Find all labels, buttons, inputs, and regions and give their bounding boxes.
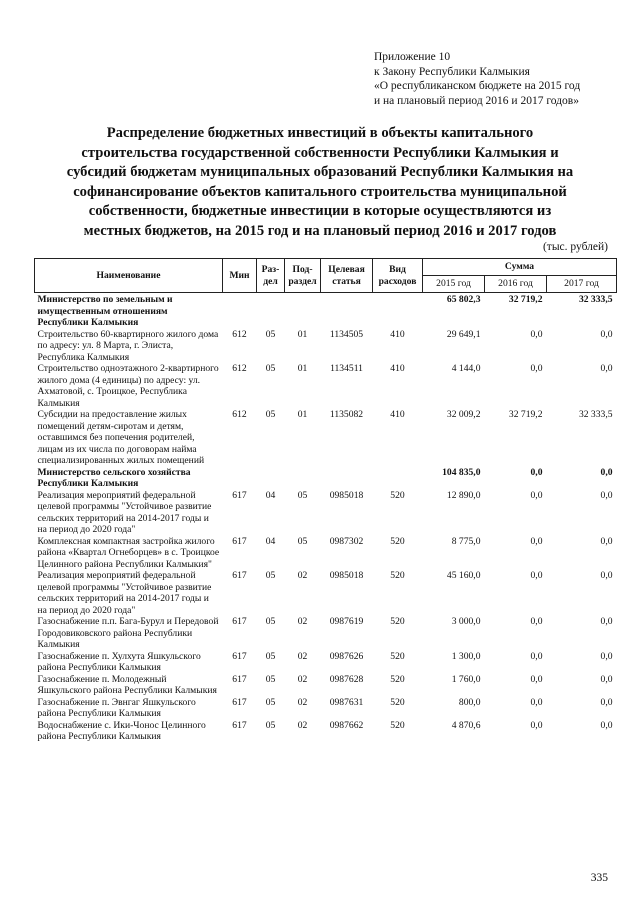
cell-y2017: 0,0	[600, 673, 613, 685]
cell-razdel: 05	[265, 719, 276, 731]
cell-podrazdel	[285, 467, 321, 490]
cell-name: Субсидии на предоставление жилых помещений детям-сиротам и детям, оставшимся без попечения родителей, лицам из их числа по договорам найма специализированных жилых помещений	[37, 409, 205, 466]
cell-y2017: 0,0	[600, 696, 613, 708]
cell-podrazdel: 02	[297, 673, 308, 685]
cell-statya: 1135082	[329, 409, 364, 420]
header-2017: 2017 год	[547, 276, 617, 293]
cell-podrazdel: 05	[297, 489, 308, 501]
cell-name: Водоснабжение с. Ики-Чонос Целинного района Республики Калмыкия	[37, 719, 206, 742]
cell-y2017: 0,0	[600, 363, 613, 374]
cell-y2016: 0,0	[530, 489, 543, 501]
cell-name: Министерство по земельным и имущественным отношениям Республики Калмыкия	[37, 294, 173, 328]
cell-name: Газоснабжение п. Молодежный Яшкульского района Республики Калмыкия	[37, 673, 217, 696]
header-podrazdel: Под-раздел	[285, 259, 321, 293]
cell-vid: 410	[390, 363, 405, 374]
cell-y2017: 32 333,5	[578, 294, 613, 305]
cell-statya: 0987626	[329, 650, 364, 662]
cell-vid: 520	[390, 535, 405, 547]
cell-razdel: 05	[265, 650, 276, 662]
cell-y2015: 104 835,0	[442, 466, 481, 478]
cell-y2015: 3 000,0	[451, 616, 481, 627]
cell-vid: 520	[390, 719, 405, 731]
cell-min: 612	[232, 328, 247, 340]
title-line: софинансирование объектов капитального строительства муниципальной	[73, 183, 567, 200]
cell-y2015: 65 802,3	[446, 294, 481, 305]
cell-y2017: 0,0	[600, 719, 613, 731]
cell-y2016: 0,0	[530, 363, 543, 374]
cell-min: 617	[232, 673, 247, 685]
cell-y2016: 32 719,2	[508, 294, 543, 305]
cell-vid: 520	[390, 673, 405, 685]
appendix-line: Приложение 10	[374, 51, 451, 63]
appendix-note	[374, 50, 634, 108]
table-row	[35, 363, 617, 409]
page-number: 335	[590, 872, 608, 884]
cell-y2015: 1 300,0	[451, 650, 481, 662]
cell-y2017: 0,0	[600, 650, 613, 662]
cell-razdel: 05	[265, 409, 276, 420]
cell-y2016: 0,0	[530, 328, 543, 340]
cell-name: Газоснабжение п. Эвнгаг Яшкульского района Республики Калмыкия	[37, 696, 196, 719]
cell-y2017: 0,0	[600, 535, 613, 547]
cell-name: Реализация мероприятий федеральной целевой программы "Устойчивое развитие сельских территорий на 2014-2017 годы и на период до 2020 года"	[37, 570, 212, 616]
cell-vid: 520	[390, 616, 405, 627]
cell-y2016: 0,0	[530, 673, 543, 685]
cell-min: 617	[232, 650, 247, 662]
cell-podrazdel: 02	[297, 696, 308, 708]
cell-min: 612	[232, 363, 247, 374]
cell-statya: 0987662	[329, 719, 364, 731]
cell-name: Комплексная компактная застройка жилого района «Квартал Огнеборцев» в с. Троицкое Целинного района Республики Калмыкия"	[37, 535, 220, 570]
title-line: строительства государственной собственности Республики Калмыкия и	[81, 144, 559, 161]
table-row	[35, 651, 617, 674]
cell-y2016: 0,0	[530, 650, 543, 662]
table-row	[35, 616, 617, 651]
header-min: Мин	[223, 259, 257, 293]
cell-vid: 520	[390, 570, 405, 581]
cell-vid: 520	[390, 650, 405, 662]
table-group-row	[35, 467, 617, 490]
title-line: Распределение бюджетных инвестиций в объекты капитального	[106, 125, 534, 141]
document-title	[40, 124, 600, 241]
table-row	[35, 674, 617, 697]
cell-vid: 410	[390, 409, 405, 420]
header-2016: 2016 год	[485, 276, 547, 293]
cell-podrazdel: 01	[297, 363, 308, 374]
cell-min	[223, 467, 257, 490]
cell-statya: 0987631	[329, 696, 364, 708]
header-2015: 2015 год	[423, 276, 485, 293]
cell-vid: 520	[390, 489, 405, 501]
appendix-line: к Закону Республики Калмыкия	[374, 65, 530, 78]
cell-podrazdel: 02	[297, 570, 308, 581]
table-group-row	[35, 293, 617, 329]
cell-podrazdel: 01	[297, 328, 308, 340]
title-line: субсидий бюджетам муниципальных образований Республики Калмыкия на	[66, 164, 574, 180]
cell-statya: 0987302	[329, 535, 364, 547]
table-row	[35, 570, 617, 616]
cell-y2017: 0,0	[600, 616, 613, 627]
cell-y2017: 0,0	[600, 570, 613, 581]
cell-razdel: 05	[265, 696, 276, 708]
cell-min: 617	[232, 570, 247, 581]
title-line: собственности, бюджетные инвестиции в которые осуществляются из	[88, 203, 552, 219]
cell-y2016: 0,0	[530, 616, 543, 627]
header-sum: Сумма	[423, 259, 617, 276]
cell-y2015: 45 160,0	[446, 570, 481, 581]
cell-min	[223, 293, 257, 329]
cell-podrazdel: 02	[297, 719, 308, 731]
cell-y2016: 0,0	[530, 696, 543, 708]
cell-y2016: 32 719,2	[508, 409, 543, 420]
cell-podrazdel	[285, 293, 321, 329]
cell-name: Строительство одноэтажного 2-квартирного жилого дома (4 единицы) по адресу: ул. Ахматовой, с. Троицкое, Республика Калмыкия	[37, 363, 219, 409]
cell-statya: 0985018	[329, 489, 364, 501]
cell-y2016: 0,0	[530, 466, 543, 478]
cell-y2015: 29 649,1	[446, 328, 481, 340]
cell-min: 617	[232, 616, 247, 627]
cell-razdel: 04	[265, 535, 276, 547]
cell-razdel: 05	[265, 328, 276, 340]
cell-y2015: 12 890,0	[446, 489, 481, 501]
cell-min: 617	[232, 489, 247, 501]
cell-podrazdel: 05	[297, 535, 308, 547]
cell-razdel: 05	[265, 616, 276, 627]
table-body	[35, 293, 617, 743]
cell-y2017: 0,0	[600, 466, 613, 478]
cell-statya	[321, 467, 373, 490]
cell-statya: 1134511	[330, 363, 363, 374]
cell-y2015: 800,0	[458, 696, 481, 708]
appendix-line: «О республиканском бюджете на 2015 год	[374, 80, 581, 92]
cell-y2017: 32 333,5	[578, 409, 613, 420]
cell-name: Реализация мероприятий федеральной целевой программы "Устойчивое развитие сельских территорий на 2014-2017 годы и на период до 2020 года"	[37, 489, 212, 535]
cell-name: Строительство 60-квартирного жилого дома по адресу: ул. 8 Марта, г. Элиста, Республика Калмыкия	[37, 328, 219, 363]
cell-razdel: 05	[265, 673, 276, 685]
cell-vid: 520	[390, 696, 405, 708]
cell-y2017: 0,0	[600, 328, 613, 340]
cell-vid	[373, 293, 423, 329]
cell-min: 617	[232, 535, 247, 547]
cell-statya	[321, 293, 373, 329]
header-name: Наименование	[35, 259, 223, 293]
cell-y2015: 4 870,6	[451, 719, 481, 731]
cell-razdel: 05	[265, 363, 276, 374]
appendix-line: и на плановый период 2016 и 2017 годов»	[374, 94, 579, 107]
header-vid: Вид расходов	[373, 259, 423, 293]
cell-vid	[373, 467, 423, 490]
cell-razdel: 04	[265, 489, 276, 501]
table-row	[35, 329, 617, 364]
table-row	[35, 536, 617, 571]
cell-podrazdel: 02	[297, 616, 308, 627]
cell-name: Министерство сельского хозяйства Республики Калмыкия	[37, 466, 191, 489]
units-label: (тыс. рублей)	[542, 241, 608, 253]
cell-podrazdel: 01	[297, 409, 308, 420]
header-row	[35, 259, 617, 276]
header-razdel: Раз-дел	[257, 259, 285, 293]
cell-y2016: 0,0	[530, 719, 543, 731]
cell-y2016: 0,0	[530, 535, 543, 547]
cell-podrazdel: 02	[297, 650, 308, 662]
table-row	[35, 720, 617, 743]
cell-name: Газоснабжение п. Хулхута Яшкульского района Республики Калмыкия	[37, 650, 201, 673]
table-row	[35, 490, 617, 536]
cell-y2015: 32 009,2	[446, 409, 481, 420]
title-line: местных бюджетов, на 2015 год и на плановый период 2016 и 2017 годов	[83, 222, 557, 239]
cell-y2017: 0,0	[600, 489, 613, 501]
cell-min: 617	[232, 696, 247, 708]
table-row	[35, 697, 617, 720]
cell-razdel	[257, 467, 285, 490]
cell-min: 612	[232, 409, 247, 420]
table-row	[35, 409, 617, 467]
cell-y2015: 4 144,0	[451, 363, 481, 374]
cell-razdel: 05	[265, 570, 276, 581]
cell-statya: 0985018	[329, 570, 364, 581]
cell-statya: 0987619	[329, 616, 364, 627]
cell-y2015: 1 760,0	[451, 673, 481, 685]
cell-statya: 0987628	[329, 673, 364, 685]
cell-name: Газоснабжение п.п. Бага-Бурул и Передовой Городовиковского района Республики Калмыкия	[37, 616, 219, 650]
cell-vid: 410	[390, 328, 405, 340]
cell-y2016: 0,0	[530, 570, 543, 581]
cell-min: 617	[232, 719, 247, 731]
cell-y2015: 8 775,0	[451, 535, 481, 547]
cell-statya: 1134505	[329, 328, 364, 340]
cell-razdel	[257, 293, 285, 329]
budget-table	[34, 258, 617, 743]
header-statya: Целевая статья	[321, 259, 373, 293]
